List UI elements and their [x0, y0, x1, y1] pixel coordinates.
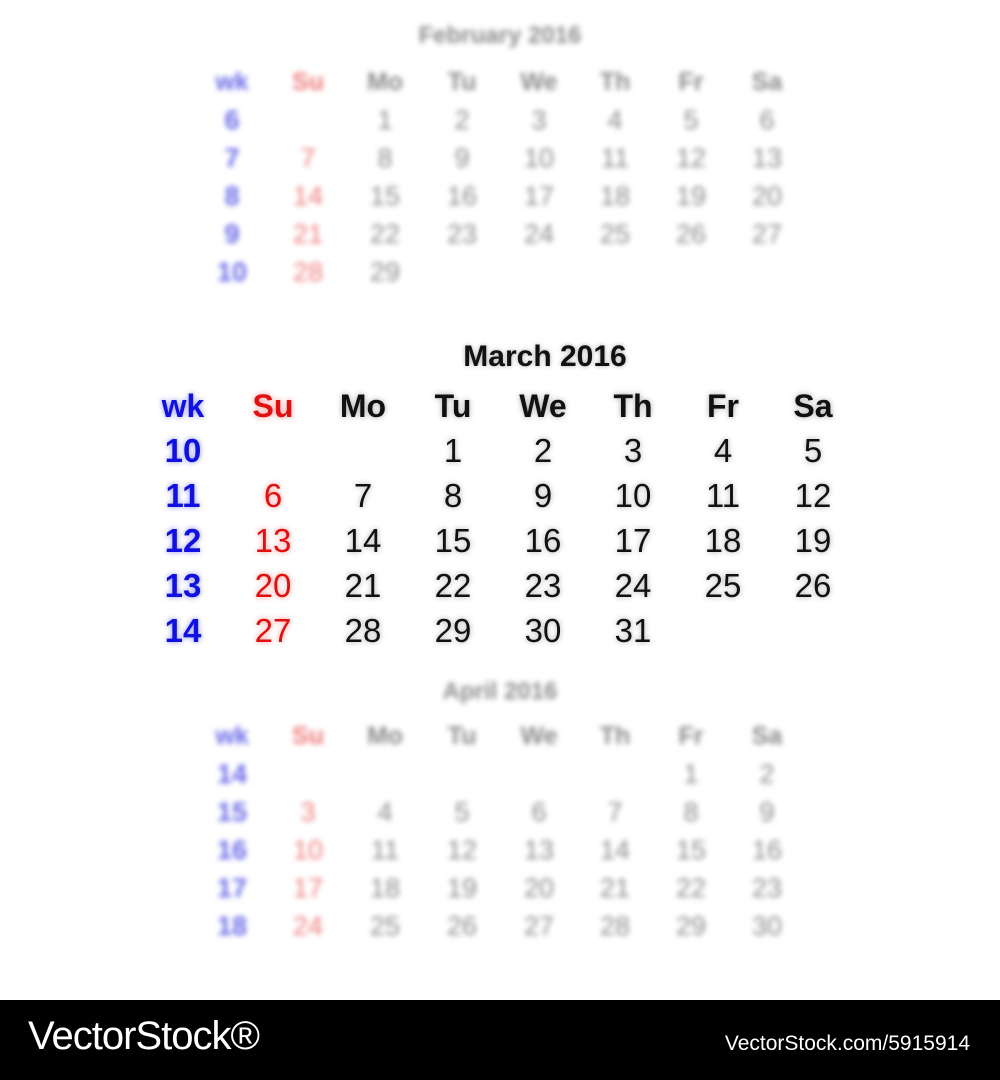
day-cell: 11 — [370, 835, 400, 865]
week-number: 17 — [216, 873, 248, 903]
week-number: 16 — [216, 835, 248, 865]
header-fr: Fr — [707, 388, 739, 424]
header-wk: wk — [215, 68, 249, 96]
day-cell: 15 — [369, 181, 401, 211]
month-title: April 2016 — [442, 678, 558, 705]
day-cell: 26 — [446, 911, 478, 941]
day-cell: 27 — [254, 612, 292, 649]
week-row — [0, 566, 1000, 606]
week-row — [0, 611, 1000, 651]
day-cell: 27 — [523, 911, 555, 941]
week-row — [0, 252, 1000, 292]
day-cell: 14 — [292, 181, 324, 211]
week-number: 8 — [224, 181, 240, 211]
header-fr: Fr — [678, 68, 704, 96]
day-cell: 25 — [599, 219, 631, 249]
week-number: 7 — [224, 143, 240, 173]
week-number: 12 — [164, 522, 202, 559]
week-row — [0, 792, 1000, 832]
day-cell: 29 — [369, 257, 401, 287]
day-cell: 20 — [254, 567, 292, 604]
day-cell: 28 — [599, 911, 631, 941]
day-cell: 22 — [675, 873, 707, 903]
weekday-header-row — [0, 386, 1000, 426]
day-cell: 12 — [794, 477, 832, 514]
day-cell: 3 — [300, 797, 316, 827]
day-cell: 14 — [599, 835, 631, 865]
day-cell: 26 — [675, 219, 707, 249]
day-cell: 22 — [369, 219, 401, 249]
day-cell: 8 — [683, 797, 699, 827]
day-cell: 3 — [623, 432, 643, 469]
day-cell: 19 — [675, 181, 707, 211]
day-cell: 13 — [254, 522, 292, 559]
header-sa: Sa — [751, 722, 783, 750]
header-fr: Fr — [678, 722, 704, 750]
week-number: 6 — [224, 105, 240, 135]
header-sa: Sa — [793, 388, 833, 424]
day-cell: 10 — [614, 477, 652, 514]
day-cell: 8 — [377, 143, 393, 173]
day-cell: 21 — [292, 219, 324, 249]
week-number: 13 — [164, 567, 202, 604]
week-number: 11 — [165, 477, 201, 514]
day-cell: 16 — [751, 835, 783, 865]
month-title: February 2016 — [418, 22, 582, 49]
header-su: Su — [292, 722, 324, 750]
day-cell: 9 — [759, 797, 775, 827]
day-cell: 5 — [454, 797, 470, 827]
day-cell: 6 — [531, 797, 547, 827]
day-cell: 19 — [794, 522, 832, 559]
day-cell: 18 — [369, 873, 401, 903]
day-cell: 21 — [599, 873, 631, 903]
header-th: Th — [599, 68, 631, 96]
day-cell: 7 — [353, 477, 373, 514]
day-cell: 28 — [344, 612, 382, 649]
weekday-header-row — [0, 716, 1000, 756]
header-th: Th — [613, 388, 653, 424]
image-id: VectorStock.com/5915914 — [724, 1032, 970, 1055]
day-cell: 29 — [434, 612, 472, 649]
day-cell: 6 — [759, 105, 775, 135]
day-cell: 4 — [377, 797, 393, 827]
day-cell: 9 — [454, 143, 470, 173]
day-cell: 6 — [263, 477, 283, 514]
header-we: We — [520, 722, 558, 750]
day-cell: 25 — [369, 911, 401, 941]
header-we: We — [519, 388, 567, 424]
day-cell: 31 — [614, 612, 652, 649]
day-cell: 20 — [751, 181, 783, 211]
weekday-header-row — [0, 62, 1000, 102]
day-cell: 17 — [614, 522, 652, 559]
header-tu: Tu — [447, 68, 477, 96]
day-cell: 1 — [377, 105, 393, 135]
week-number: 10 — [216, 257, 248, 287]
day-cell: 27 — [751, 219, 783, 249]
header-tu: Tu — [434, 388, 472, 424]
day-cell: 30 — [751, 911, 783, 941]
week-row — [0, 868, 1000, 908]
header-su: Su — [292, 68, 324, 96]
day-cell: 11 — [600, 143, 630, 173]
week-row — [0, 754, 1000, 794]
day-cell: 28 — [292, 257, 324, 287]
week-row — [0, 431, 1000, 471]
day-cell: 4 — [607, 105, 623, 135]
day-cell: 5 — [803, 432, 823, 469]
week-row — [0, 214, 1000, 254]
day-cell: 11 — [705, 477, 741, 514]
week-row — [0, 476, 1000, 516]
day-cell: 17 — [292, 873, 324, 903]
day-cell: 15 — [675, 835, 707, 865]
week-row — [0, 176, 1000, 216]
day-cell: 22 — [434, 567, 472, 604]
header-mo: Mo — [339, 388, 387, 424]
day-cell: 9 — [533, 477, 553, 514]
day-cell: 26 — [794, 567, 832, 604]
day-cell: 13 — [523, 835, 555, 865]
day-cell: 2 — [533, 432, 553, 469]
header-th: Th — [599, 722, 631, 750]
day-cell: 24 — [614, 567, 652, 604]
header-we: We — [520, 68, 558, 96]
week-number: 9 — [224, 219, 240, 249]
day-cell: 8 — [443, 477, 463, 514]
week-number: 18 — [216, 911, 248, 941]
day-cell: 10 — [523, 143, 555, 173]
day-cell: 20 — [523, 873, 555, 903]
day-cell: 1 — [443, 432, 463, 469]
day-cell: 19 — [446, 873, 478, 903]
day-cell: 24 — [292, 911, 324, 941]
day-cell: 23 — [524, 567, 562, 604]
day-cell: 13 — [751, 143, 783, 173]
header-mo: Mo — [366, 68, 404, 96]
day-cell: 2 — [454, 105, 470, 135]
month-title: March 2016 — [463, 340, 627, 373]
week-row — [0, 521, 1000, 561]
day-cell: 12 — [675, 143, 707, 173]
day-cell: 18 — [704, 522, 742, 559]
day-cell: 1 — [683, 759, 699, 789]
day-cell: 14 — [344, 522, 382, 559]
day-cell: 16 — [524, 522, 562, 559]
header-sa: Sa — [751, 68, 783, 96]
day-cell: 12 — [446, 835, 478, 865]
day-cell: 3 — [531, 105, 547, 135]
day-cell: 15 — [434, 522, 472, 559]
day-cell: 2 — [759, 759, 775, 789]
day-cell: 23 — [446, 219, 478, 249]
day-cell: 7 — [607, 797, 623, 827]
day-cell: 4 — [713, 432, 733, 469]
header-wk: wk — [215, 722, 249, 750]
day-cell: 29 — [675, 911, 707, 941]
week-number: 14 — [164, 612, 202, 649]
header-mo: Mo — [366, 722, 404, 750]
day-cell: 18 — [599, 181, 631, 211]
week-number: 15 — [216, 797, 248, 827]
day-cell: 17 — [523, 181, 555, 211]
header-wk: wk — [161, 388, 205, 424]
day-cell: 24 — [523, 219, 555, 249]
week-number: 14 — [216, 759, 248, 789]
day-cell: 7 — [300, 143, 316, 173]
week-row — [0, 830, 1000, 870]
week-row — [0, 138, 1000, 178]
watermark-bar — [0, 1000, 1000, 1080]
week-row — [0, 906, 1000, 946]
brand-logo: VectorStock® — [28, 1014, 259, 1058]
day-cell: 16 — [446, 181, 478, 211]
header-su: Su — [252, 388, 294, 424]
week-row — [0, 100, 1000, 140]
header-tu: Tu — [447, 722, 477, 750]
day-cell: 25 — [704, 567, 742, 604]
day-cell: 21 — [344, 567, 382, 604]
week-number: 10 — [164, 432, 202, 469]
day-cell: 30 — [524, 612, 562, 649]
day-cell: 5 — [683, 105, 699, 135]
day-cell: 10 — [292, 835, 324, 865]
day-cell: 23 — [751, 873, 783, 903]
